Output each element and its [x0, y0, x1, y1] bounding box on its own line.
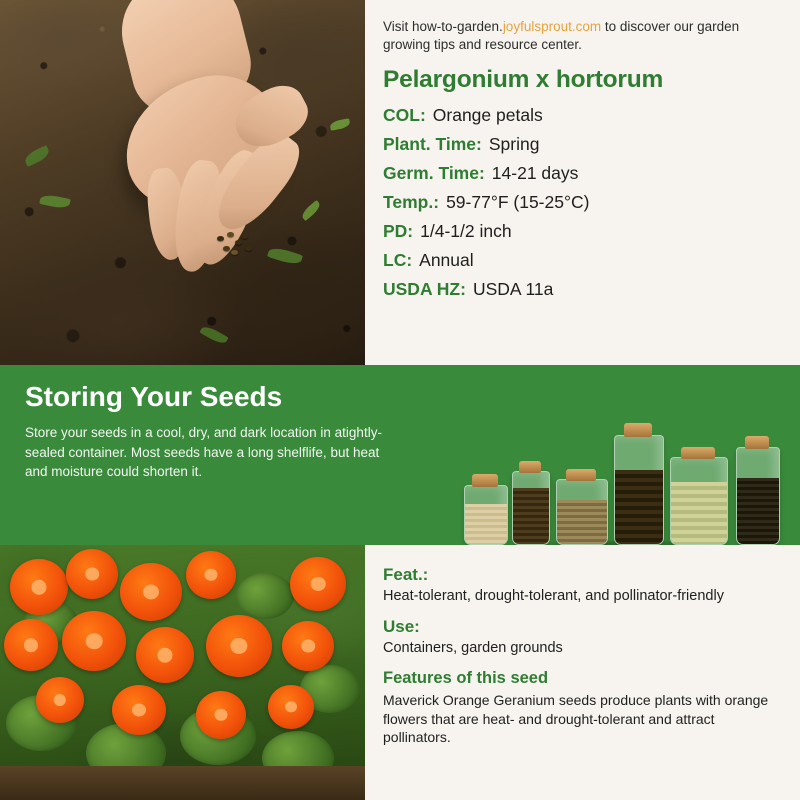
- seed: [235, 240, 242, 245]
- seed-info-panel: [365, 0, 800, 365]
- use-label: Use:: [383, 616, 420, 636]
- seed-jars-illustration: [452, 371, 792, 545]
- features-panel: [365, 545, 800, 800]
- geranium-bloom: [196, 691, 246, 739]
- spec-label: Plant. Time:: [383, 133, 482, 154]
- seed: [217, 236, 224, 241]
- orange-geranium-photo: [0, 545, 365, 800]
- spec-label: PD:: [383, 221, 414, 242]
- seed: [241, 234, 248, 239]
- seed: [231, 250, 238, 255]
- cork-stopper: [472, 474, 498, 487]
- seed-jar: [464, 485, 508, 545]
- spec-value: Orange petals: [432, 104, 543, 125]
- cork-stopper: [519, 461, 541, 473]
- jar-contents: [671, 482, 727, 544]
- spec-row: [383, 221, 782, 241]
- spec-label: COL:: [383, 104, 426, 125]
- garden-bed-soil: [0, 766, 365, 800]
- spec-list: [383, 105, 782, 300]
- spec-value: 14-21 days: [491, 162, 579, 183]
- cork-stopper: [745, 436, 769, 449]
- seed-jar: [556, 479, 608, 545]
- spec-label: USDA HZ:: [383, 279, 466, 300]
- storing-seeds-band: [0, 365, 800, 545]
- jar-contents: [737, 478, 779, 544]
- geranium-bloom: [186, 551, 236, 599]
- spec-row: [383, 105, 782, 125]
- cork-stopper: [681, 447, 715, 459]
- geranium-bloom: [206, 615, 272, 677]
- seed-jar: [614, 435, 664, 545]
- jar-contents: [615, 470, 663, 544]
- seed-jar: [736, 447, 780, 545]
- storing-text-block: [25, 381, 385, 482]
- spec-value: 1/4-1/2 inch: [420, 221, 512, 242]
- spec-row: [383, 163, 782, 183]
- leaf: [236, 573, 294, 619]
- seed: [223, 246, 230, 251]
- spec-label: Temp.:: [383, 192, 440, 212]
- geranium-bloom: [290, 557, 346, 611]
- geranium-bloom: [282, 621, 334, 671]
- storing-body: Store your seeds in a cool, dry, and dark location in atightly-sealed container. Most seeds have a long shelflife, but heat and moisture could shorten it.: [25, 425, 382, 480]
- spec-row: [383, 134, 782, 154]
- feat-value: Heat-tolerant, drought-tolerant, and pollinator-friendly: [383, 588, 724, 604]
- feat-label: Feat.:: [383, 565, 429, 584]
- spec-value: 59-77°F (15-25°C): [446, 192, 590, 212]
- spec-value: USDA 11a: [472, 279, 554, 300]
- hand-planting-seeds-photo: [0, 0, 365, 365]
- spec-row: [383, 279, 782, 299]
- spec-row: [383, 250, 782, 270]
- features-section-body: Maverick Orange Geranium seeds produce plants with orange flowers that are heat- and drought-tolerant and attract pollinators.: [383, 691, 769, 746]
- seed: [245, 246, 252, 251]
- visit-text-before: Visit how-to-garden.: [383, 19, 503, 34]
- geranium-bloom: [66, 549, 118, 599]
- spec-label: Germ. Time:: [383, 162, 485, 183]
- seed: [227, 232, 234, 237]
- use-value: Containers, garden grounds: [383, 639, 563, 656]
- seed-jar: [670, 457, 728, 545]
- geranium-bloom: [112, 685, 166, 735]
- visit-text-after: to discover our garden growing tips and resource center.: [383, 19, 740, 52]
- geranium-bloom: [268, 685, 314, 729]
- geranium-bloom: [62, 611, 126, 671]
- jar-contents: [513, 488, 549, 544]
- storing-title: Storing Your Seeds: [25, 381, 283, 412]
- jar-contents: [465, 504, 507, 544]
- visit-website-line: [383, 18, 782, 54]
- spec-value: Annual: [419, 250, 474, 271]
- top-section: [0, 0, 800, 365]
- spec-row: [383, 192, 782, 212]
- hand-illustration: [95, 18, 325, 268]
- cork-stopper: [566, 469, 596, 481]
- geranium-bloom: [120, 563, 182, 621]
- species-name: Pelargonium x hortorum: [383, 65, 664, 93]
- features-section-heading: Features of this seed: [383, 668, 549, 687]
- jar-contents: [557, 500, 607, 544]
- spec-value: Spring: [488, 133, 540, 154]
- seeds-in-hand: [213, 230, 259, 266]
- bottom-section: [0, 545, 800, 800]
- geranium-bloom: [136, 627, 194, 683]
- geranium-bloom: [4, 619, 58, 671]
- spec-label: LC:: [383, 250, 413, 271]
- geranium-bloom: [10, 559, 68, 615]
- geranium-bloom: [36, 677, 84, 723]
- brand-link[interactable]: joyfulsprout.com: [502, 19, 602, 34]
- cork-stopper: [624, 423, 652, 437]
- seed-jar: [512, 471, 550, 545]
